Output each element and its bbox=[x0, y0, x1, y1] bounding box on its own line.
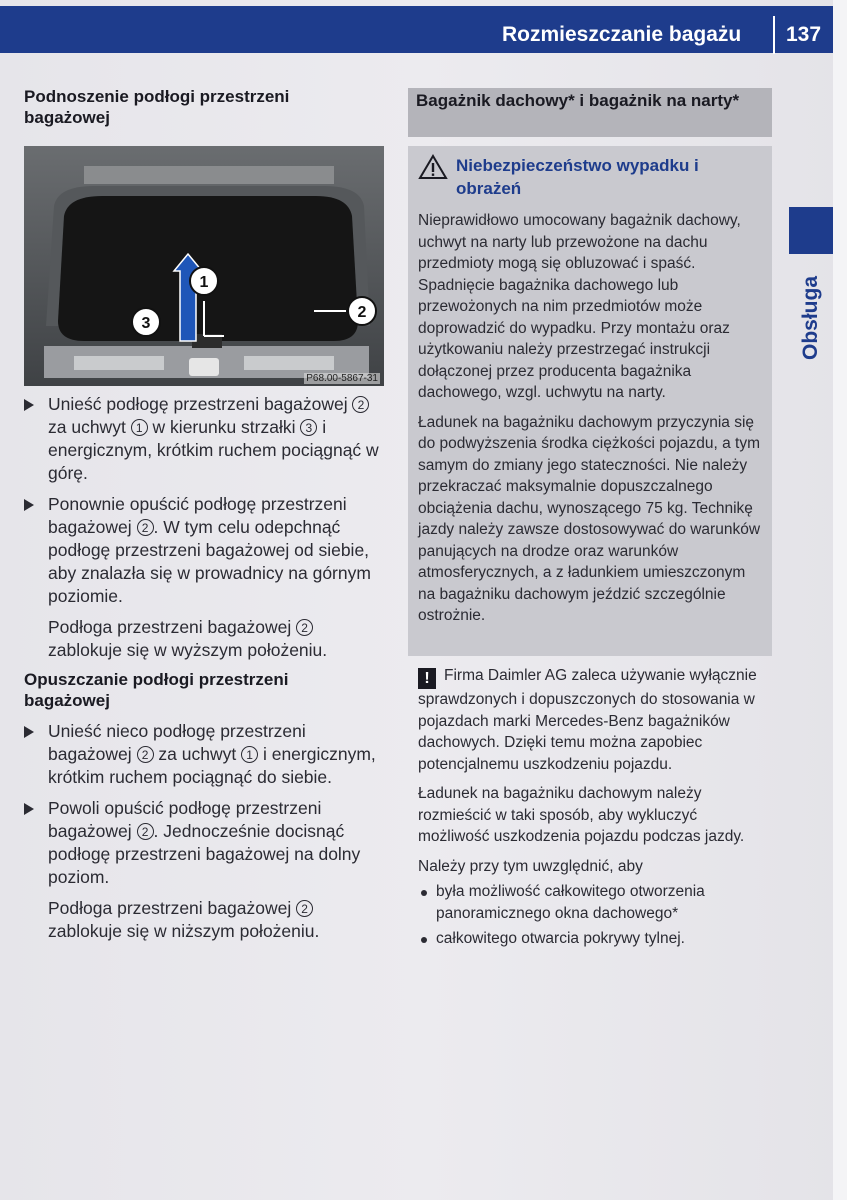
section-title-lowering: Opuszczanie podłogi przestrzeni bagażowej bbox=[24, 670, 289, 710]
list-item: była możliwość całkowitego otworzenia panoramicznego okna dachowego* bbox=[418, 881, 770, 924]
warning-paragraph-1: Nieprawidłowo umocowany bagażnik dachowy, uchwyt na narty lub przewożone na dachu przedmioty mogą się obluzować i spaść. Spadnięcie bagażnika dachowego lub przewożonych na nim przedmiotów może doprowadzić do wypadku. Przy montażu oraz użytkowaniu należy przestrzegać instrukcji dołączonej przez producenta bagażnika dachowego, wzgl. uchwytu na narty. bbox=[418, 212, 741, 401]
list-item: całkowitego otwarcia pokrywy tylnej. bbox=[418, 928, 770, 950]
bullet-arrow-icon bbox=[24, 499, 34, 511]
trunk-floor-photo bbox=[24, 146, 384, 386]
lowering-instructions bbox=[24, 720, 384, 951]
section-title-raising: Podnoszenie podłogi przestrzeni bagażowej bbox=[24, 87, 290, 127]
page-edge bbox=[833, 0, 847, 1200]
callout-2: 2 bbox=[357, 304, 367, 321]
exclamation-icon: ! bbox=[418, 668, 436, 689]
trunk-illustration bbox=[24, 146, 384, 386]
step-lift-slightly: Unieść nieco podłogę przestrzeni bagażowej 2 za uchwyt 1 i energicznym, krótkim ruchem pociągnąć do siebie. bbox=[24, 720, 384, 789]
bullet-dot-icon bbox=[421, 890, 427, 896]
bullet-arrow-icon bbox=[24, 726, 34, 738]
roof-rack-heading-box bbox=[408, 88, 772, 137]
header-title: Rozmieszczanie bagażu bbox=[502, 23, 742, 46]
warning-paragraph-2: Ładunek na bagażniku dachowym przyczynia się do podwyższenia środka ciężkości pojazdu, a tym samym do zmiany jego stateczności. Nie należy przekraczać maksymalnie dopuszczalnego obciążenia dachu, wynoszącego 75 kg. Technikę jazdy należy zawsze dostosowywać do warunków panujących na drodze oraz warunków atmosferycznych, a z ładunkiem umieszczonym na bagażniku dachowym jeździć szczególnie ostrożnie. bbox=[418, 413, 761, 624]
photo-code: P68.00-5867-31 bbox=[306, 373, 378, 384]
result-upper-lock: Podłoga przestrzeni bagażowej 2 zablokuje się w wyższym położeniu. bbox=[48, 617, 328, 660]
warning-title: Niebezpieczeństwo wypadku i obrażeń bbox=[418, 154, 762, 200]
note-paragraph-2: Ładunek na bagażniku dachowym należy rozmieścić w taki sposób, aby wykluczyć możliwość uszkodzenia pojazdu podczas jazdy. bbox=[418, 785, 745, 845]
page-number: 137 bbox=[786, 23, 822, 46]
side-tab-label: Obsługa bbox=[799, 275, 822, 361]
step-lift-floor: Unieść podłogę przestrzeni bagażowej 2 za uchwyt 1 w kierunku strzałki 3 i energicznym, krótkim ruchem pociągnąć w górę. bbox=[24, 393, 384, 485]
result-lower-lock: Podłoga przestrzeni bagażowej 2 zablokuje się w niższym położeniu. bbox=[48, 898, 320, 941]
callout-3: 3 bbox=[141, 315, 151, 332]
section-title-roof-rack: Bagażnik dachowy* i bagażnik na narty* bbox=[416, 91, 740, 110]
warning-box bbox=[408, 146, 772, 656]
side-tab-marker bbox=[789, 207, 833, 254]
step-lower-floor-again: Ponownie opuścić podłogę przestrzeni bagażowej 2 . W tym celu odepchnąć podłogę przestrzeni bagażowej od siebie, aby znalazła się w prowadnicy na górnym poziomie. bbox=[24, 493, 384, 608]
note-section bbox=[418, 665, 770, 958]
warning-triangle-icon bbox=[418, 154, 448, 180]
header-bar bbox=[0, 6, 833, 53]
note-paragraph-1: ! Firma Daimler AG zaleca używanie wyłącznie sprawdzonych i dopuszczonych do stosowania w pojazdach marki Mercedes-Benz bagażników dachowych. Dzięki temu można zapobiec potencjalnemu uszkodzeniu pojazdu. bbox=[418, 667, 757, 773]
raising-instructions bbox=[24, 393, 384, 670]
bullet-arrow-icon bbox=[24, 803, 34, 815]
header-divider bbox=[773, 16, 775, 54]
step-lower-slowly: Powoli opuścić podłogę przestrzeni bagażowej 2 . Jednocześnie docisnąć podłogę przestrzeni bagażowej na dolny poziom. bbox=[24, 797, 384, 889]
bullet-dot-icon bbox=[421, 937, 427, 943]
callout-1: 1 bbox=[199, 274, 209, 291]
bullet-arrow-icon bbox=[24, 399, 34, 411]
note-paragraph-3: Należy przy tym uwzględnić, aby bbox=[418, 857, 643, 875]
